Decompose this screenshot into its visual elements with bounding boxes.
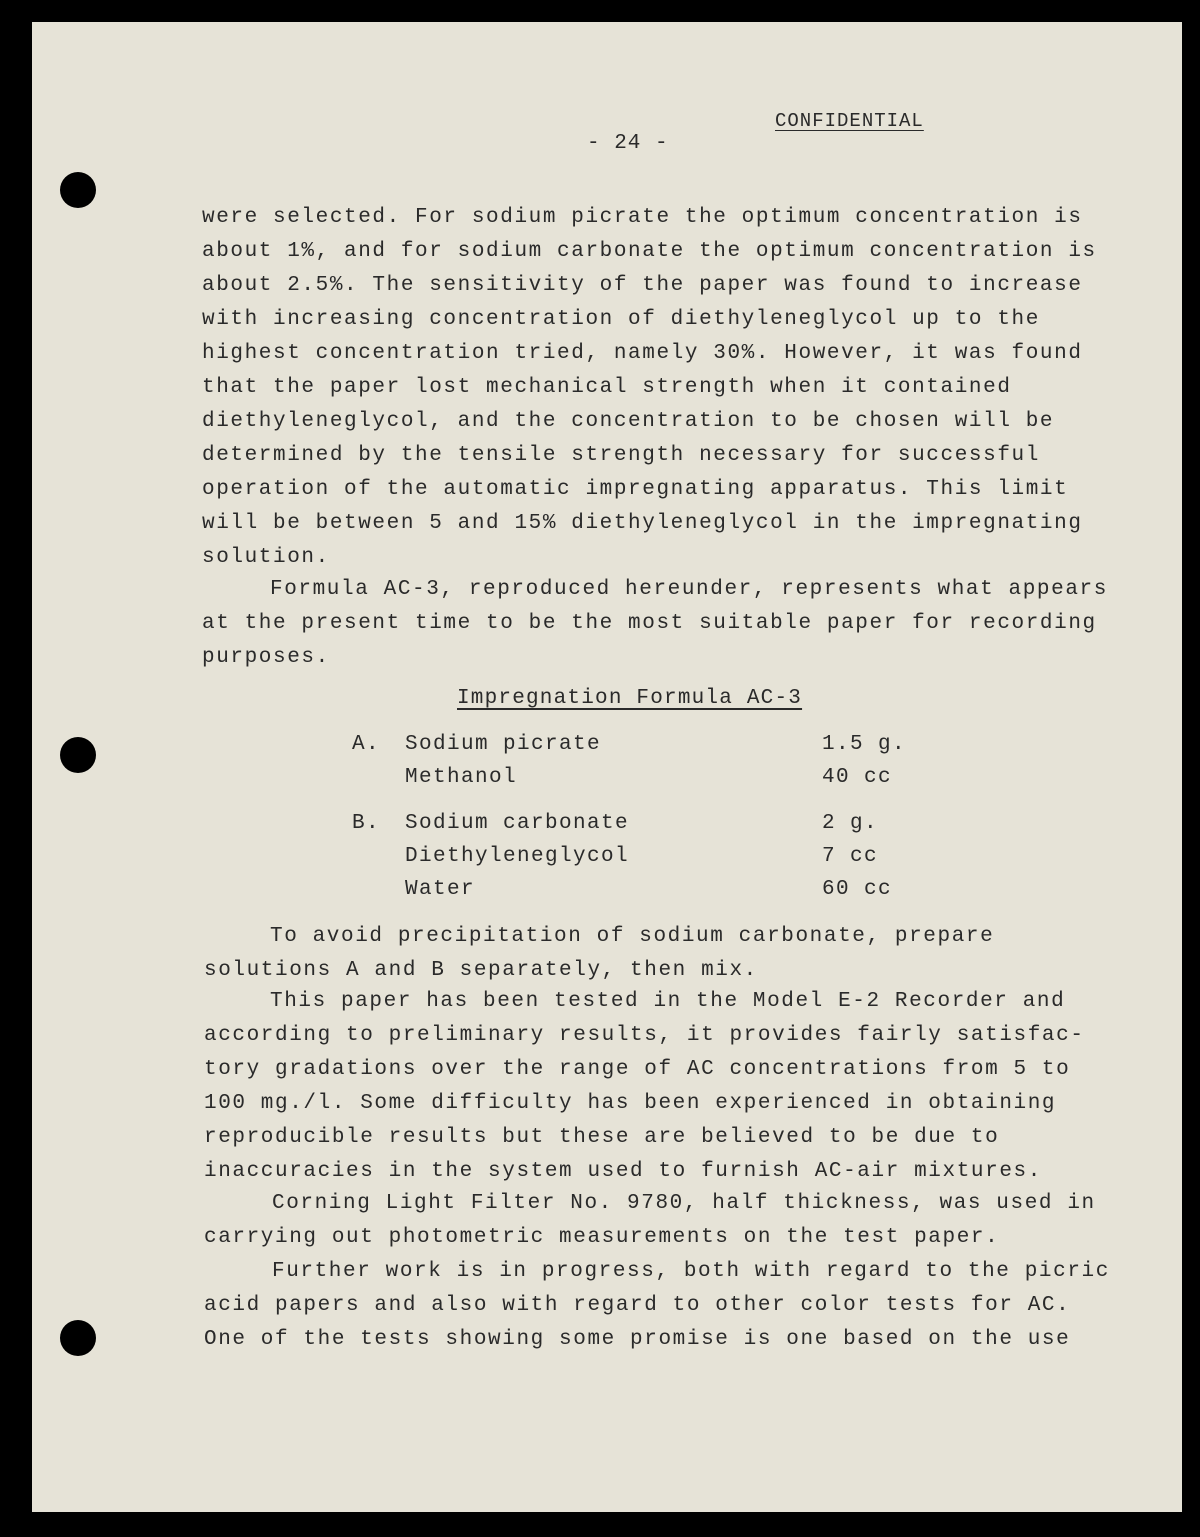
text-line: inaccuracies in the system used to furnish AC-air mixtures.	[204, 1160, 1042, 1183]
text-line: Corning Light Filter No. 9780, half thickness, was used in	[272, 1192, 1096, 1215]
text-line: This paper has been tested in the Model E-2 Recorder and	[270, 990, 1066, 1013]
ingredient-name: Methanol	[405, 766, 518, 789]
text-line: determined by the tensile strength necessary for successful	[202, 444, 1040, 467]
formula-heading: Impregnation Formula AC-3	[457, 687, 803, 710]
text-line: 100 mg./l. Some difficulty has been experienced in obtaining	[204, 1092, 1057, 1115]
text-line: Formula AC-3, reproduced hereunder, represents what appears	[270, 578, 1108, 601]
text-line: To avoid precipitation of sodium carbonate, prepare	[270, 925, 995, 948]
text-line: were selected. For sodium picrate the optimum concentration is	[202, 206, 1083, 229]
text-line: according to preliminary results, it provides fairly satisfac-	[204, 1024, 1085, 1047]
ingredient-quantity: 1.5 g.	[822, 733, 907, 756]
text-line: operation of the automatic impregnating apparatus. This limit	[202, 478, 1069, 501]
binder-hole	[60, 1320, 96, 1356]
text-line: carrying out photometric measurements on the test paper.	[204, 1226, 1000, 1249]
text-line: Further work is in progress, both with regard to the picric	[272, 1260, 1110, 1283]
ingredient-name: Sodium picrate	[405, 733, 602, 756]
text-line: One of the tests showing some promise is one based on the use	[204, 1328, 1071, 1351]
ingredient-quantity: 7 cc	[822, 845, 879, 868]
ingredient-name: Diethyleneglycol	[405, 845, 630, 868]
text-line: purposes.	[202, 646, 330, 669]
text-line: will be between 5 and 15% diethyleneglycol in the impregnating	[202, 512, 1083, 535]
text-line: solutions A and B separately, then mix.	[204, 959, 758, 982]
text-line: tory gradations over the range of AC concentrations from 5 to	[204, 1058, 1071, 1081]
text-line: reproducible results but these are believed to be due to	[204, 1126, 1000, 1149]
binder-hole	[60, 737, 96, 773]
text-line: about 1%, and for sodium carbonate the optimum concentration is	[202, 240, 1097, 263]
text-line: acid papers and also with regard to other color tests for AC.	[204, 1294, 1071, 1317]
page-number: - 24 -	[587, 132, 669, 155]
text-line: about 2.5%. The sensitivity of the paper was found to increase	[202, 274, 1083, 297]
ingredient-name: Sodium carbonate	[405, 812, 630, 835]
text-line: solution.	[202, 546, 330, 569]
solution-b-label: B.	[352, 812, 381, 835]
solution-a-label: A.	[352, 733, 381, 756]
text-line: highest concentration tried, namely 30%. However, it was found	[202, 342, 1083, 365]
binder-hole	[60, 172, 96, 208]
ingredient-name: Water	[405, 878, 476, 901]
confidential-marking: CONFIDENTIAL	[775, 110, 924, 132]
text-line: diethyleneglycol, and the concentration to be chosen will be	[202, 410, 1055, 433]
text-line: with increasing concentration of diethyleneglycol up to the	[202, 308, 1040, 331]
document-page	[32, 22, 1182, 1512]
ingredient-quantity: 2 g.	[822, 812, 879, 835]
ingredient-quantity: 60 cc	[822, 878, 893, 901]
text-line: at the present time to be the most suitable paper for recording	[202, 612, 1097, 635]
text-line: that the paper lost mechanical strength when it contained	[202, 376, 1012, 399]
ingredient-quantity: 40 cc	[822, 766, 893, 789]
